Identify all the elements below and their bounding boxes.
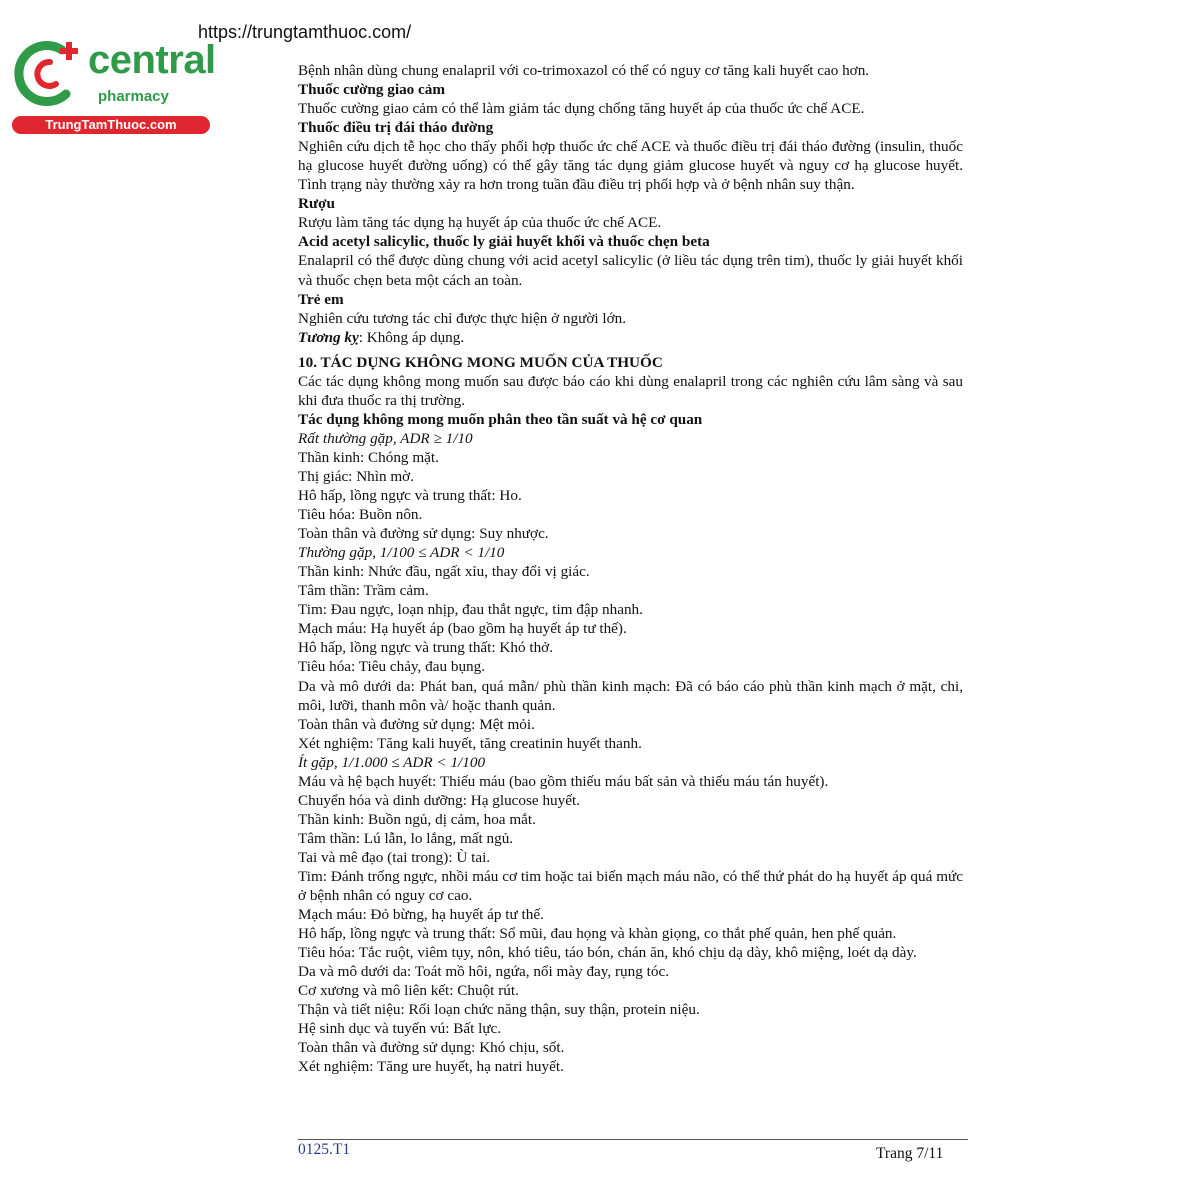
subheading: Trẻ em: [298, 290, 344, 308]
list-item: Tiêu hóa: Buồn nôn.: [298, 506, 423, 524]
list-item: Hô hấp, lồng ngực và trung thất: Khó thở.: [298, 639, 554, 657]
list-item: Tiêu hóa: Tiêu chảy, đau bụng.: [298, 658, 486, 676]
subheading: Tác dụng không mong muốn phân theo tần suất và hệ cơ quan: [298, 410, 703, 428]
list-item: Tiêu hóa: Tắc ruột, viêm tụy, nôn, khó tiêu, táo bón, chán ăn, khó chịu dạ dày, khô miệng, loét dạ dày.: [298, 944, 917, 962]
list-item: Tim: Đánh trống ngực, nhồi máu cơ tim hoặc tai biến mạch máu não, có thể thứ phát do hạ huyết áp quá mức ở bệnh nhân có nguy cơ cao.: [298, 867, 963, 905]
brand-name: central: [88, 38, 216, 82]
list-item: Toàn thân và đường sử dụng: Khó chịu, sốt.: [298, 1039, 565, 1057]
list-item: Cơ xương và mô liên kết: Chuột rút.: [298, 982, 519, 1000]
incompatibility-text: : Không áp dụng.: [358, 328, 465, 346]
pharmacy-logo[interactable]: [10, 38, 215, 136]
paragraph: Nghiên cứu tương tác chỉ được thực hiện ở người lớn.: [298, 309, 627, 327]
list-item: Toàn thân và đường sử dụng: Mệt mỏi.: [298, 715, 535, 733]
list-item: Mạch máu: Hạ huyết áp (bao gồm hạ huyết áp tư thế).: [298, 620, 627, 638]
list-item: Da và mô dưới da: Phát ban, quá mẫn/ phù thần kinh mạch: Đã có báo cáo phù thần kinh mạch ở mặt, chi, môi, lưỡi, thanh môn và/ hoặc thanh quản.: [298, 677, 963, 714]
brand-banner: TrungTamThuoc.com: [12, 116, 210, 134]
incompatibility-line: [298, 328, 963, 347]
frequency-heading: Rất thường gặp, ADR ≥ 1/10: [298, 429, 473, 447]
list-item: Thị giác: Nhìn mờ.: [298, 467, 415, 485]
list-item: Thần kinh: Chóng mặt.: [298, 448, 439, 466]
list-item: Mạch máu: Đỏ bừng, hạ huyết áp tư thế.: [298, 906, 544, 924]
paragraph: Các tác dụng không mong muốn sau được báo cáo khi dùng enalapril trong các nghiên cứu lâm sàng và sau khi đưa thuốc ra thị trường.: [298, 372, 963, 409]
source-url[interactable]: https://trungtamthuoc.com/: [198, 22, 412, 42]
list-item: Thận và tiết niệu: Rối loạn chức năng thận, suy thận, protein niệu.: [298, 1001, 700, 1019]
list-item: Hô hấp, lồng ngực và trung thất: Ho.: [298, 487, 522, 505]
document-code: 0125.T1: [298, 1141, 351, 1158]
list-item: Thần kinh: Nhức đầu, ngất xỉu, thay đổi vị giác.: [298, 563, 590, 581]
paragraph: Thuốc cường giao cảm có thể làm giảm tác dụng chống tăng huyết áp của thuốc ức chế ACE.: [298, 100, 865, 118]
list-item: Xét nghiệm: Tăng ure huyết, hạ natri huyết.: [298, 1058, 564, 1076]
list-item: Da và mô dưới da: Toát mồ hôi, ngứa, nổi mày đay, rụng tóc.: [298, 963, 669, 981]
brand-subtitle: pharmacy: [98, 88, 169, 105]
subheading: Thuốc điều trị đái tháo đường: [298, 119, 494, 137]
list-item: Toàn thân và đường sử dụng: Suy nhược.: [298, 525, 549, 543]
list-item: Xét nghiệm: Tăng kali huyết, tăng creatinin huyết thanh.: [298, 734, 642, 752]
list-item: Hệ sinh dục và tuyến vú: Bất lực.: [298, 1020, 502, 1038]
central-pharmacy-logo-icon: [10, 38, 90, 116]
subheading: Rượu: [298, 195, 335, 213]
list-item: Tâm thần: Lú lẫn, lo lắng, mất ngủ.: [298, 829, 514, 847]
list-item: Thần kinh: Buồn ngủ, dị cảm, hoa mắt.: [298, 810, 536, 828]
list-item: Tai và mê đạo (tai trong): Ù tai.: [298, 848, 491, 866]
incompatibility-label: Tương kỵ: [298, 328, 359, 346]
list-item: Máu và hệ bạch huyết: Thiếu máu (bao gồm thiếu máu bất sản và thiếu máu tán huyết).: [298, 772, 829, 790]
list-item: Tâm thần: Trầm cảm.: [298, 582, 429, 600]
list-item: Hô hấp, lồng ngực và trung thất: Sổ mũi, đau họng và khàn giọng, co thắt phế quản, hen phế quản.: [298, 925, 897, 943]
paragraph: Enalapril có thể được dùng chung với acid acetyl salicylic (ở liều tác dụng trên tim), thuốc ly giải huyết khối và thuốc chẹn beta một cách an toàn.: [298, 252, 963, 289]
footer-divider: [298, 1139, 968, 1140]
paragraph: Rượu làm tăng tác dụng hạ huyết áp của thuốc ức chế ACE.: [298, 214, 662, 232]
frequency-heading: Thường gặp, 1/100 ≤ ADR < 1/10: [298, 544, 505, 562]
list-item: Chuyển hóa và dinh dưỡng: Hạ glucose huyết.: [298, 791, 580, 809]
section-heading: 10. TÁC DỤNG KHÔNG MONG MUỐN CỦA THUỐC: [298, 353, 663, 371]
subheading: Acid acetyl salicylic, thuốc ly giải huyết khối và thuốc chẹn beta: [298, 233, 710, 251]
list-item: Tim: Đau ngực, loạn nhịp, đau thắt ngực, tim đập nhanh.: [298, 601, 643, 619]
page-number: Trang 7/11: [876, 1145, 944, 1162]
frequency-heading: Ít gặp, 1/1.000 ≤ ADR < 1/100: [298, 753, 486, 771]
document-body: [298, 61, 963, 1076]
paragraph: Bệnh nhân dùng chung enalapril với co-trimoxazol có thể có nguy cơ tăng kali huyết cao hơn.: [298, 62, 870, 79]
paragraph: Nghiên cứu dịch tễ học cho thấy phối hợp thuốc ức chế ACE và thuốc điều trị đái tháo đường (insulin, thuốc hạ glucose huyết đường uống) có thể gây tăng tác dụng giảm glucose huyết và nguy cơ hạ glucose huyết. Tình trạng này thường xảy ra hơn trong tuần đầu điều trị phối hợp và ở bệnh nhân suy thận.: [298, 138, 963, 194]
subheading: Thuốc cường giao cảm: [298, 81, 446, 99]
